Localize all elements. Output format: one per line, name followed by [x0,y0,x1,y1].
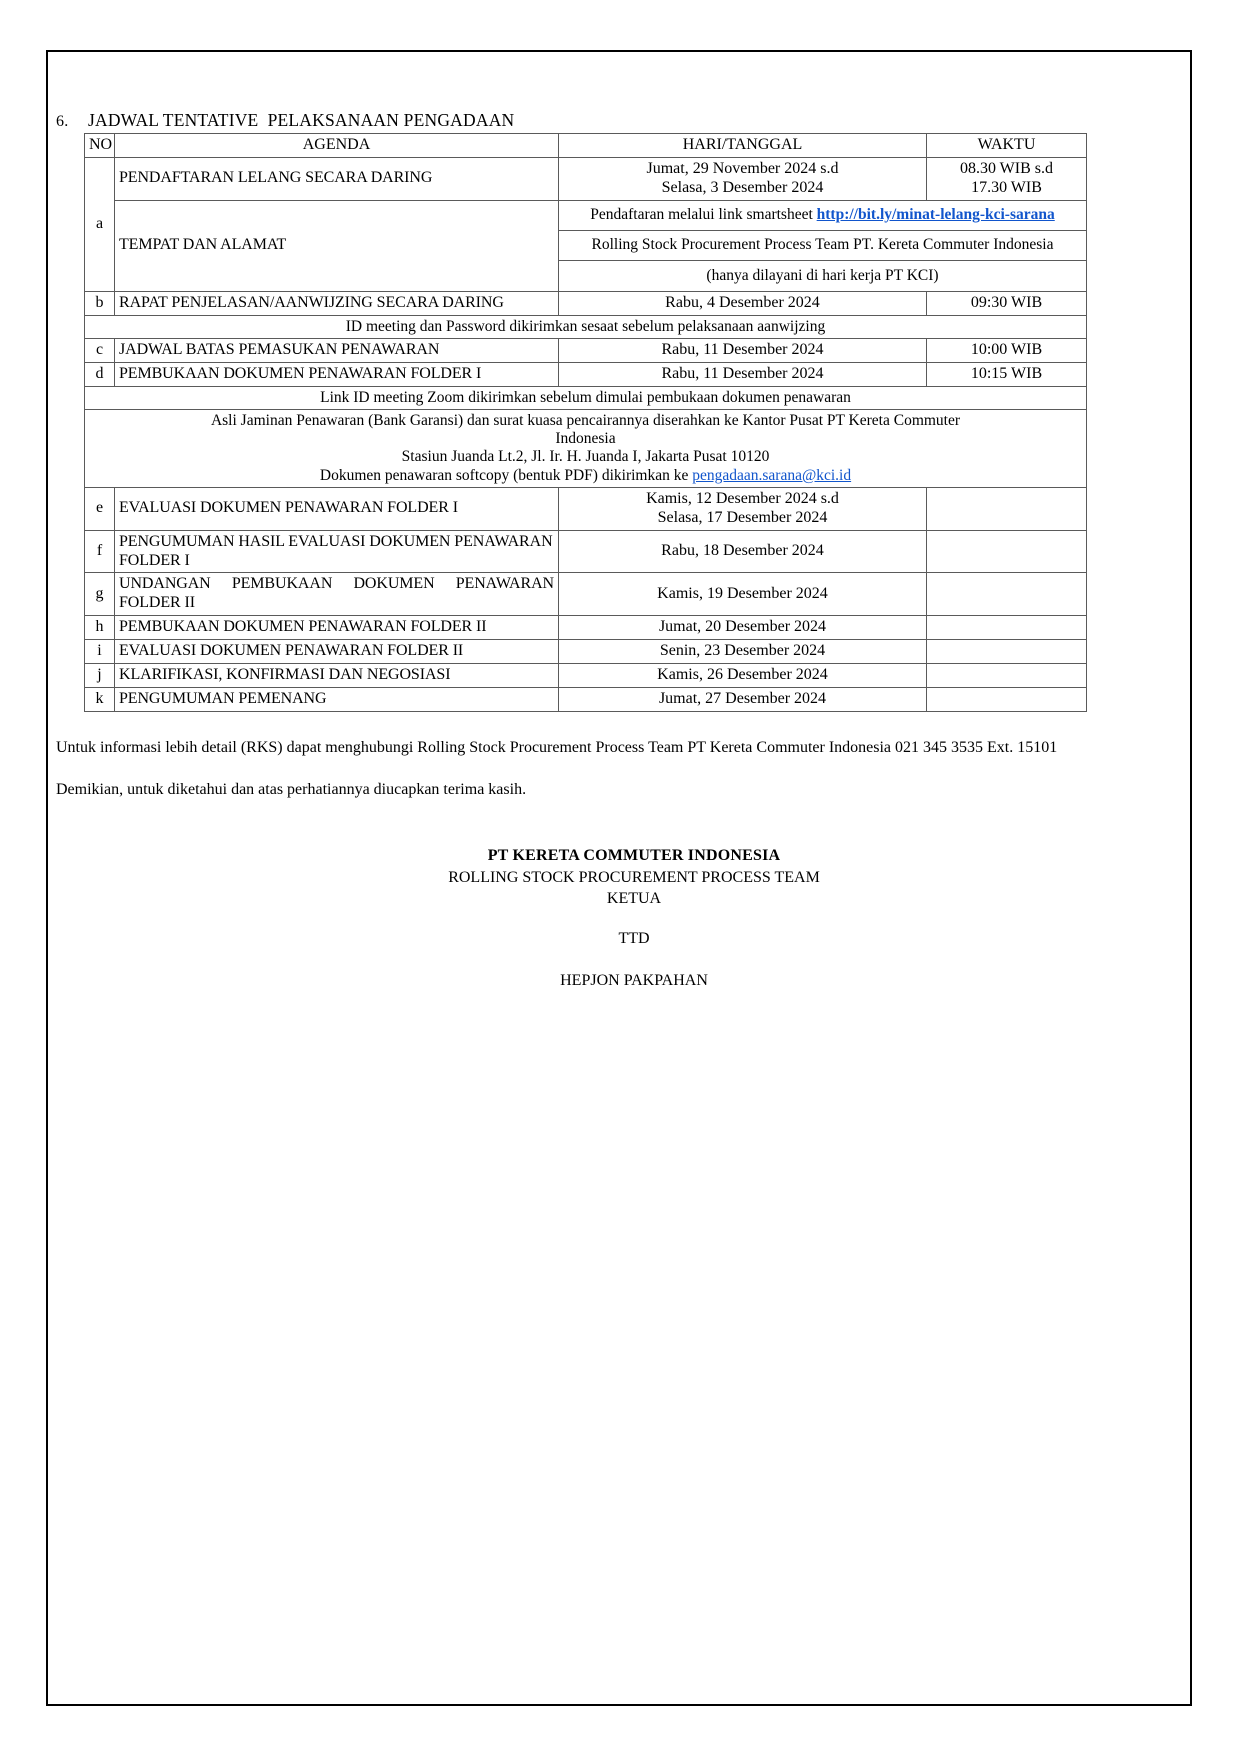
waktu-row-h [927,616,1087,640]
agenda-rapat-penjelasan: RAPAT PENJELASAN/AANWIJZING SECARA DARING [115,291,559,315]
hari-row-e-line1: Kamis, 12 Desember 2024 s.d [646,489,839,507]
agenda-g-line1: UNDANGAN PEMBUKAAN DOKUMEN PENAWARAN [119,575,554,593]
table-header-row [85,134,1087,158]
table-row [85,530,1087,573]
waktu-row-e [927,487,1087,530]
waktu-row-c: 10:00 WIB [927,338,1087,362]
note-jaminan-line2: Indonesia [555,430,616,448]
note-zoom-link: Link ID meeting Zoom dikirimkan sebelum dimulai pembukaan dokumen penawaran [85,386,1087,409]
section-heading [56,110,1182,131]
column-header-agenda: AGENDA [115,134,559,158]
table-row [85,315,1087,338]
agenda-pembukaan-folder-1: PEMBUKAAN DOKUMEN PENAWARAN FOLDER I [115,362,559,386]
hari-row-e-line2: Selasa, 17 Desember 2024 [657,508,828,526]
signature-team: ROLLING STOCK PROCUREMENT PROCESS TEAM [448,868,820,886]
note-alamat-kantor: Stasiun Juanda Lt.2, Jl. Ir. H. Juanda I, Jakarta Pusat 10120 [401,448,770,466]
table-row [85,291,1087,315]
hari-row-j: Kamis, 26 Desember 2024 [559,663,927,687]
hari-row-f: Rabu, 18 Desember 2024 [559,530,927,573]
hari-row-a-line1: Jumat, 29 November 2024 s.d [646,159,839,177]
note-smartsheet-prefix: Pendaftaran melalui link smartsheet [590,206,817,224]
table-row [85,616,1087,640]
column-header-no: NO [85,134,115,158]
hari-row-g: Kamis, 19 Desember 2024 [559,573,927,616]
table-row [85,362,1087,386]
agenda-g-line2: FOLDER II [119,594,195,612]
row-letter-b: b [85,291,115,315]
signature-spacer-top [86,910,1182,928]
row-letter-e: e [85,487,115,530]
signature-position: KETUA [606,890,662,908]
row-letter-h: h [85,616,115,640]
agenda-pengumuman-pemenang: PENGUMUMAN PEMENANG [115,687,559,711]
hari-row-a [559,157,927,200]
waktu-row-k [927,687,1087,711]
agenda-tempat-dan-alamat: TEMPAT DAN ALAMAT [115,200,559,291]
signature-spacer-bottom [86,950,1182,970]
hari-row-d: Rabu, 11 Desember 2024 [559,362,927,386]
row-letter-d: d [85,362,115,386]
note-softcopy-prefix: Dokumen penawaran softcopy (bentuk PDF) dikirimkan ke [319,466,693,484]
hari-row-b: Rabu, 4 Desember 2024 [559,291,927,315]
agenda-klarifikasi-negosiasi: KLARIFIKASI, KONFIRMASI DAN NEGOSIASI [115,663,559,687]
agenda-f-line2: FOLDER I [119,551,190,569]
row-letter-c: c [85,338,115,362]
row-letter-k: k [85,687,115,711]
row-letter-i: i [85,640,115,664]
hari-row-h: Jumat, 20 Desember 2024 [559,616,927,640]
waktu-row-d: 10:15 WIB [927,362,1087,386]
table-row [85,640,1087,664]
agenda-pengumuman-hasil-evaluasi [115,530,559,573]
column-header-waktu: WAKTU [927,134,1087,158]
hari-row-k: Jumat, 27 Desember 2024 [559,687,927,711]
signature-ttd: TTD [618,930,650,948]
signature-block [56,845,1182,991]
row-letter-f: f [85,530,115,573]
table-row [85,338,1087,362]
email-link[interactable]: pengadaan.sarana@kci.id [692,466,852,484]
agenda-pendaftaran-lelang: PENDAFTARAN LELANG SECARA DARING [115,157,559,200]
contact-paragraph: Untuk informasi lebih detail (RKS) dapat menghubungi Rolling Stock Procurement Process Team PT Kereta Commuter Indonesia 021 345 3535 Ext. 15101 [56,738,1058,756]
hari-row-c: Rabu, 11 Desember 2024 [559,338,927,362]
note-softcopy [89,467,1082,485]
row-letter-a: a [85,157,115,291]
table-row [85,573,1087,616]
signature-company: PT KERETA COMMUTER INDONESIA [487,847,781,865]
waktu-row-f [927,530,1087,573]
note-working-hours: (hanya dilayani di hari kerja PT KCI) [559,261,1087,291]
agenda-batas-pemasukan: JADWAL BATAS PEMASUKAN PENAWARAN [115,338,559,362]
hari-row-a-line2: Selasa, 3 Desember 2024 [661,178,824,196]
note-jaminan-line1: Asli Jaminan Penawaran (Bank Garansi) dan surat kuasa pencairannya diserahkan ke Kantor Pusat PT Kereta Commuter [210,411,961,429]
row-letter-g: g [85,573,115,616]
waktu-row-a-line2: 17.30 WIB [971,178,1042,196]
waktu-row-b: 09:30 WIB [927,291,1087,315]
waktu-row-a [927,157,1087,200]
table-row [85,409,1087,487]
row-letter-j: j [85,663,115,687]
agenda-evaluasi-folder-2: EVALUASI DOKUMEN PENAWARAN FOLDER II [115,640,559,664]
waktu-row-g [927,573,1087,616]
note-id-meeting-password: ID meeting dan Password dikirimkan sesaat sebelum pelaksanaan aanwijzing [85,315,1087,338]
table-row [85,200,1087,230]
waktu-row-a-line1: 08.30 WIB s.d [959,159,1054,177]
waktu-row-i [927,640,1087,664]
agenda-undangan-pembukaan-folder-2 [115,573,559,616]
schedule-table [84,133,1087,712]
signature-name: HEPJON PAKPAHAN [560,971,708,989]
note-jaminan-penawaran [85,409,1087,487]
hari-row-i: Senin, 23 Desember 2024 [559,640,927,664]
table-row [85,386,1087,409]
smartsheet-link[interactable]: http://bit.ly/minat-lelang-kci-sarana [816,206,1055,224]
table-row [85,687,1087,711]
note-pendaftaran-smartsheet [559,200,1087,230]
closing-paragraph: Demikian, untuk diketahui dan atas perhatiannya diucapkan terima kasih. [56,781,527,799]
document-content [56,110,1182,991]
table-row [85,157,1087,200]
section-number: 6. [56,113,69,130]
waktu-row-j [927,663,1087,687]
agenda-pembukaan-folder-2: PEMBUKAAN DOKUMEN PENAWARAN FOLDER II [115,616,559,640]
hari-row-e [559,487,927,530]
table-row [85,663,1087,687]
section-title: JADWAL TENTATIVE PELAKSANAAN PENGADAAN [88,110,515,130]
note-procurement-team: Rolling Stock Procurement Process Team PT. Kereta Commuter Indonesia [559,230,1087,260]
table-row [85,487,1087,530]
agenda-f-line1: PENGUMUMAN HASIL EVALUASI DOKUMEN PENAWARAN [119,532,553,550]
agenda-evaluasi-folder-1: EVALUASI DOKUMEN PENAWARAN FOLDER I [115,487,559,530]
column-header-hari-tanggal: HARI/TANGGAL [559,134,927,158]
